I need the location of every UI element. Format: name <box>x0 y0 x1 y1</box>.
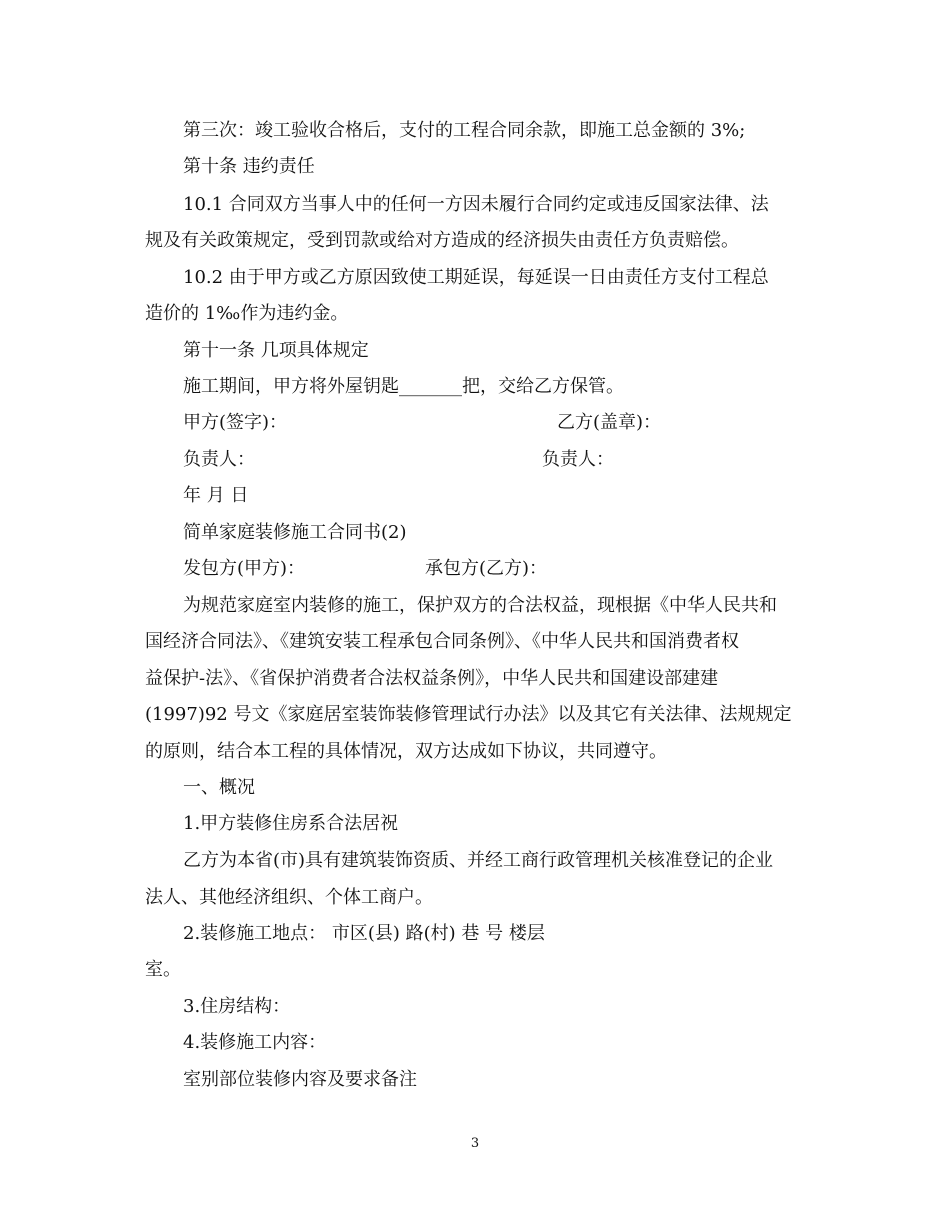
section-heading: 第十一条 几项具体规定 <box>183 340 369 361</box>
date-line: 年 月 日 <box>183 485 249 506</box>
text-line: 法人、其他经济组织、个体工商户。 <box>145 887 433 908</box>
text-line: 国经济合同法》、《建筑安装工程承包合同条例》、《中华人民共和国消费者权 <box>145 631 739 652</box>
document-title: 简单家庭装修施工合同书(2) <box>183 522 407 543</box>
text-line: 第三次：竣工验收合格后，支付的工程合同余款，即施工总金额的 3%; <box>183 120 746 141</box>
text-line: 1.甲方装修住房系合法居祝 <box>183 813 399 834</box>
text-line: 室。 <box>145 959 181 980</box>
text-line: (1997)92 号文《家庭居室装饰装修管理试行办法》以及其它有关法律、法规规定 <box>145 704 792 725</box>
text-line: 的原则，结合本工程的具体情况，双方达成如下协议，共同遵守。 <box>145 741 667 762</box>
section-heading: 一、概况 <box>183 777 255 798</box>
text-line: 规及有关政策规定，受到罚款或给对方造成的经济损失由责任方负责赔偿。 <box>145 230 739 251</box>
signature-label-party-b: 乙方(盖章)： <box>557 412 662 433</box>
party-b-label: 承包方(乙方)： <box>425 558 548 579</box>
responsible-label-b: 负责人： <box>542 449 614 470</box>
text-line: 3.住房结构： <box>183 996 291 1017</box>
page-number: 3 <box>470 1136 480 1151</box>
text-line: 室别部位装修内容及要求备注 <box>183 1069 417 1090</box>
text-line: 施工期间，甲方将外屋钥匙_______把，交给乙方保管。 <box>183 376 624 397</box>
text-line: 为规范家庭室内装修的施工，保护双方的合法权益，现根据《中华人民共和 <box>183 595 777 616</box>
text-line: 4.装修施工内容： <box>183 1032 327 1053</box>
section-heading: 第十条 违约责任 <box>183 156 315 177</box>
address-line: 2.装修施工地点： 市区(县) 路(村) 巷 号 楼层 <box>183 923 545 944</box>
party-a-label: 发包方(甲方)： <box>183 558 306 579</box>
text-line: 10.1 合同双方当事人中的任何一方因未履行合同约定或违反国家法律、法 <box>183 194 769 215</box>
text-line: 10.2 由于甲方或乙方原因致使工期延误，每延误一日由责任方支付工程总 <box>183 267 769 288</box>
text-line: 造价的 1‰作为违约金。 <box>145 303 349 324</box>
responsible-label-a: 负责人： <box>183 449 255 470</box>
signature-label-party-a: 甲方(签字)： <box>183 412 288 433</box>
text-line: 益保护-法》、《省保护消费者合法权益条例》，中华人民共和国建设部建建 <box>145 668 719 689</box>
text-line: 乙方为本省(市)具有建筑装饰资质、并经工商行政管理机关核准登记的企业 <box>183 850 774 871</box>
